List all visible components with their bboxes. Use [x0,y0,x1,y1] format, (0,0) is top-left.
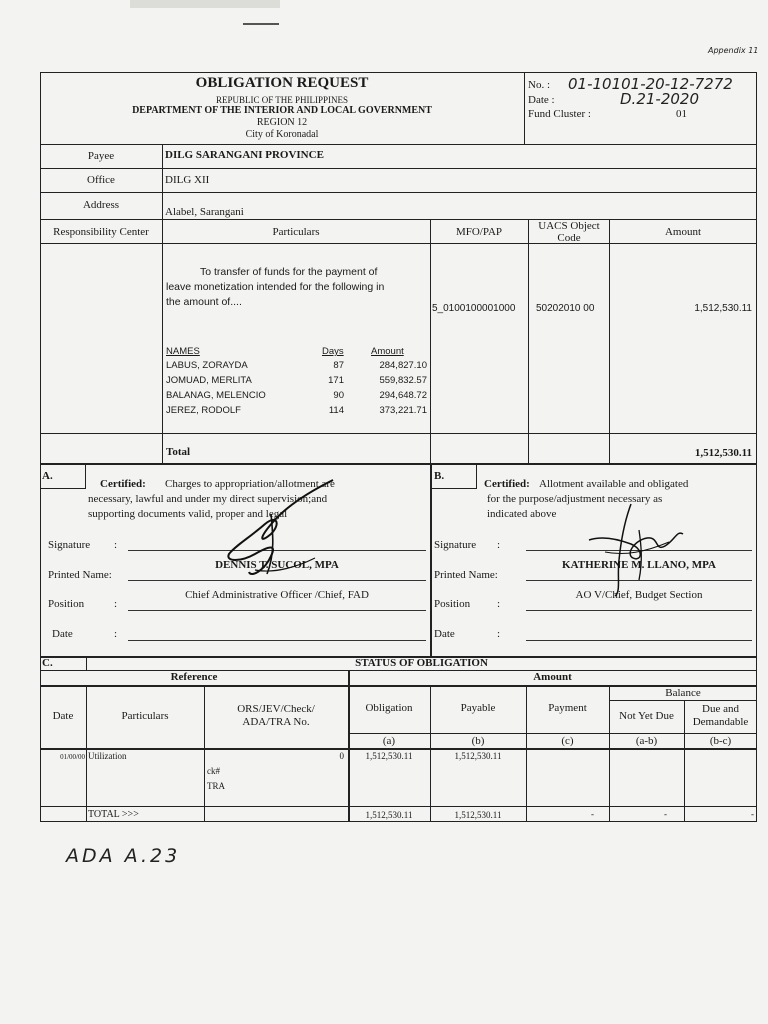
scan-artifact [130,0,280,8]
col-mfo: MFO/PAP [455,226,503,238]
row-line [40,219,757,220]
a-colon: : [114,539,118,551]
b-date-label: Date [434,628,455,640]
a-printed-name: DENNIS T. SUCOL, MPA [215,559,339,571]
code-bc: (b-c) [709,735,732,747]
city-label: City of Koronadal [245,129,319,140]
row-line [40,433,757,434]
col-amount: Amount [664,226,702,238]
b-position-label: Position [434,598,471,610]
a-position-label: Position [48,598,85,610]
employee-name: LABUS, ZORAYDA [166,360,248,371]
col-particulars: Particulars [272,226,320,238]
section-divider [430,463,432,656]
office-value: DILG XII [165,174,210,186]
signature-b [585,500,695,600]
row-line [40,192,757,193]
employee-amount: 294,648.72 [379,390,427,401]
office-label: Office [87,174,115,186]
row-line [348,733,757,734]
b-printed-name-label: Printed Name: [434,569,498,581]
date-value: D.21-2020 [620,90,699,108]
col-due-demandable: Due and Demandable [692,703,749,728]
b-signature-label: Signature [434,539,477,551]
date-label: Date : [528,94,555,106]
row-particulars: Utilization [88,751,127,761]
body-text-2: leave monetization intended for the following in [166,281,385,293]
total-value: 1,512,530.11 [694,447,752,459]
names-header: NAMES [166,346,200,357]
employee-amount: 284,827.10 [379,360,427,371]
employee-days: 114 [328,405,344,416]
total-due: - [751,809,754,819]
col-line [609,219,610,463]
a-position-line [128,610,426,611]
code-c: (c) [561,735,574,747]
a-position: Chief Administrative Officer /Chief, FAD [185,589,369,601]
status-title: STATUS OF OBLIGATION [355,657,488,669]
body-text-3: the amount of.... [166,296,242,308]
row-tra: TRA [207,781,225,791]
uacs-value: 50202010 00 [536,303,595,314]
row-line [40,806,757,807]
b-position-line [526,610,752,611]
section-c-letter: C. [42,657,53,669]
col-ors: ORS/JEV/Check/ ADA/TRA No. [237,703,315,728]
no-value: 01-10101-20-12-7272 [568,75,733,93]
scan-mark [243,23,279,25]
col-line [204,685,205,822]
employee-days: 87 [333,360,344,371]
code-b: (b) [471,735,485,747]
row-ck: ck# [207,766,220,776]
employee-amount: 559,832.57 [379,375,427,386]
section-a-letter: A. [42,470,53,482]
total-payment: - [591,809,594,819]
b-colon: : [497,539,501,551]
days-header: Days [322,346,344,357]
region-label: REGION 12 [256,117,308,128]
col-not-yet-due: Not Yet Due [619,710,674,722]
b-printed-name: KATHERINE M. LLANO, MPA [562,559,716,571]
code-a: (a) [382,735,396,747]
address-value: Alabel, Sarangani [165,206,244,218]
payee-label: Payee [87,150,115,162]
total-row-label: TOTAL >>> [88,809,139,820]
payee-value: DILG SARANGANI PROVINCE [165,149,324,161]
a-text-1: Charges to appropriation/allotment are [165,478,335,490]
col-line [430,219,431,463]
col-date: Date [52,710,74,722]
row-ors-zero: 0 [339,751,344,761]
republic-label: REPUBLIC OF THE PHILIPPINES [215,95,349,105]
amount-group-header: Amount [533,671,572,683]
address-label: Address [82,199,120,211]
employee-amount: 373,221.71 [379,405,427,416]
code-ab: (a-b) [635,735,658,747]
col-line [86,685,87,822]
col-uacs: UACS Object Code [538,220,600,243]
b-date-line [526,640,752,641]
b-certified: Certified: [484,478,530,490]
a-colon: : [114,598,118,610]
b-text-3: indicated above [487,508,557,520]
reference-header: Reference [170,671,218,683]
handwritten-note: ADA A.23 [66,845,181,867]
row-obligation: 1,512,530.11 [365,751,413,761]
b-colon: : [497,628,501,640]
a-signature-label: Signature [48,539,91,551]
row-line [609,700,757,701]
col-line [162,144,163,463]
row-date: 01/00/00 [60,753,85,761]
employee-name: JOMUAD, MERLITA [166,375,252,386]
a-text-3: supporting documents valid, proper and legal [88,508,288,520]
col-payable: Payable [460,702,496,714]
form-title: OBLIGATION REQUEST [195,75,369,91]
a-printed-name-label: Printed Name: [48,569,112,581]
fund-cluster-label: Fund Cluster : [528,108,591,120]
total-obligation: 1,512,530.11 [365,810,413,820]
body-text-1: To transfer of funds for the payment of [200,266,378,278]
total-label: Total [166,446,191,458]
a-colon: : [114,628,118,640]
row-line [40,243,757,244]
col-particulars: Particulars [121,710,169,722]
employee-name: BALANAG, MELENCIO [166,390,266,401]
mfo-value: 5_0100100001000 [432,303,516,314]
b-position: AO V/Chief, Budget Section [575,589,703,601]
col-line [528,219,529,463]
b-text-1: Allotment available and obligated [539,478,689,490]
a-text-2: necessary, lawful and under my direct supervision;and [88,493,328,505]
row-line [40,168,757,169]
row-payable: 1,512,530.11 [454,751,502,761]
employee-name: JEREZ, RODOLF [166,405,241,416]
total-payable: 1,512,530.11 [454,810,502,820]
department-label: DEPARTMENT OF THE INTERIOR AND LOCAL GOVERNMENT [132,105,432,116]
amount-value: 1,512,530.11 [694,303,752,314]
employee-days: 90 [333,390,344,401]
section-line [40,463,757,465]
no-label: No. : [528,79,550,91]
col-obligation: Obligation [365,702,413,714]
col-line [609,685,610,822]
col-payment: Payment [548,702,587,714]
fund-cluster-value: 01 [676,108,687,120]
b-text-2: for the purpose/adjustment necessary as [487,493,663,505]
col-responsibility: Responsibility Center [53,226,149,238]
balance-header: Balance [665,687,701,699]
section-b-letter: B. [434,470,445,482]
a-date-label: Date [52,628,73,640]
row-line [40,144,757,145]
divider [524,72,525,144]
amount-header: Amount [371,346,404,357]
a-certified: Certified: [100,478,146,490]
total-not-yet-due: - [664,809,667,819]
signature-a [215,474,345,589]
employee-days: 171 [328,375,344,386]
appendix-label: Appendix 11 [708,46,759,55]
a-date-line [128,640,426,641]
b-colon: : [497,598,501,610]
